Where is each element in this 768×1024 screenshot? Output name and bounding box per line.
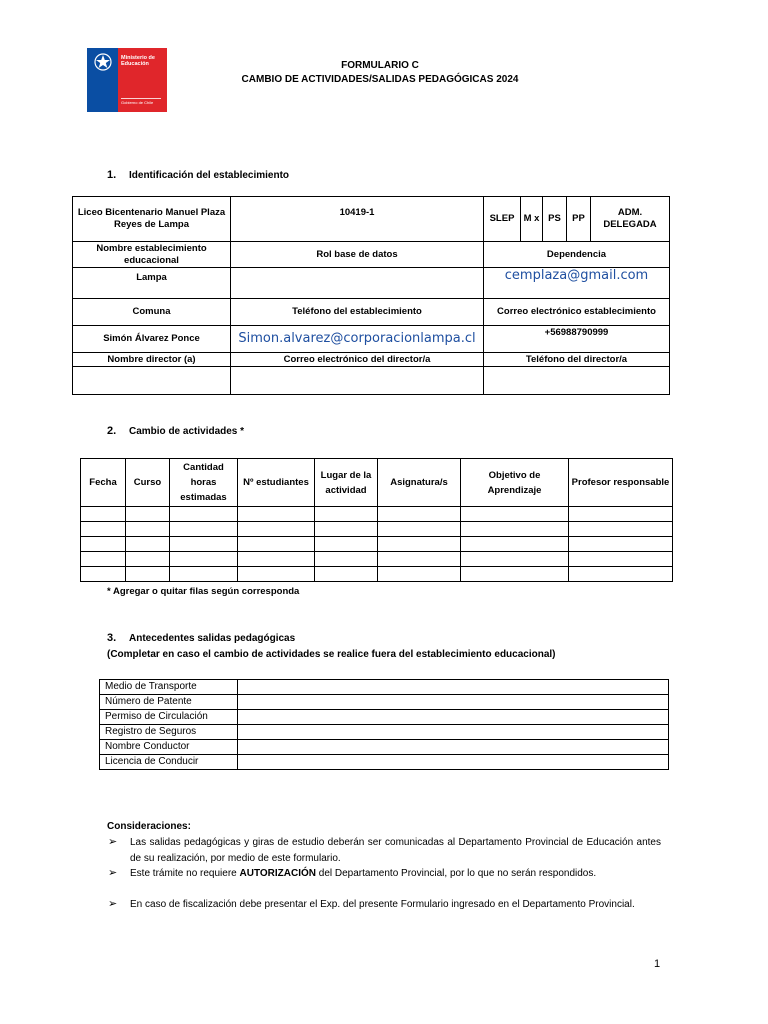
section-1-heading: 1. Identificación del establecimiento — [107, 169, 290, 181]
form-title: FORMULARIO C — [341, 60, 419, 71]
rbd-value: 10419-1 — [231, 197, 484, 242]
header-horas: Cantidad horas estimadas — [170, 459, 238, 507]
considerations-title: Consideraciones: — [107, 821, 191, 832]
empty-cell — [484, 367, 670, 395]
table-row — [100, 710, 669, 725]
label-patente: Número de Patente — [100, 695, 238, 710]
header-profesor: Profesor responsable — [569, 459, 673, 507]
section-3-heading: 3. Antecedentes salidas pedagógicas — [107, 632, 296, 644]
input-cell[interactable] — [238, 740, 669, 755]
table-row — [81, 552, 673, 567]
input-cell[interactable] — [238, 695, 669, 710]
header-asignatura: Asignatura/s — [378, 459, 461, 507]
input-cell[interactable] — [238, 725, 669, 740]
table-row — [100, 680, 669, 695]
dependency-pp: PP — [567, 197, 591, 242]
form-subtitle: CAMBIO DE ACTIVIDADES/SALIDAS PEDAGÓGICAS 2024 — [241, 74, 519, 85]
arrow-bullet-icon: ➢ — [108, 898, 118, 910]
dependency-m: M x — [521, 197, 543, 242]
logo-divider — [121, 98, 161, 99]
director-name-value: Simón Álvarez Ponce — [73, 326, 231, 353]
logo-blue-block — [87, 48, 118, 112]
table-row — [81, 522, 673, 537]
arrow-bullet-icon: ➢ — [108, 867, 118, 879]
coat-of-arms-icon — [92, 51, 114, 73]
label-director-phone: Teléfono del director/a — [484, 353, 670, 367]
consideration-item: ➢ Las salidas pedagógicas y giras de estudio deberán ser comunicadas al Departamento Provincial de Educación antes de su realización, por medio de este formulario. — [108, 836, 661, 864]
school-email-value: cemplaza@gmail.com — [484, 268, 670, 299]
label-phone: Teléfono del establecimiento — [231, 299, 484, 326]
director-phone-value: +56988790999 — [484, 326, 670, 353]
header-fecha: Fecha — [81, 459, 126, 507]
dependency-adm: ADM. DELEGADA — [591, 197, 670, 242]
establishment-table — [72, 196, 670, 395]
table-row — [81, 567, 673, 582]
section-3-subtitle: (Completar en caso el cambio de actividades se realice fuera del establecimiento educacional) — [107, 649, 556, 660]
dependency-ps: PS — [543, 197, 567, 242]
table-row — [100, 695, 669, 710]
school-name-value: Liceo Bicentenario Manuel Plaza Reyes de Lampa — [73, 197, 231, 242]
header-objetivo: Objetivo de Aprendizaje — [461, 459, 569, 507]
logo-government-text: Gobierno de Chile — [121, 100, 154, 105]
phone-value — [231, 268, 484, 299]
label-dependency: Dependencia — [484, 242, 670, 268]
label-conductor: Nombre Conductor — [100, 740, 238, 755]
input-cell[interactable] — [238, 755, 669, 770]
logo-ministry-text: Ministerio de Educación — [121, 55, 155, 67]
empty-cell — [231, 367, 484, 395]
label-director-email: Correo electrónico del director/a — [231, 353, 484, 367]
consideration-item: ➢ En caso de fiscalización debe presentar el Exp. del presente Formulario ingresado en el Departamento Provincial. — [130, 897, 661, 913]
rows-note: * Agregar o quitar filas según corresponda — [107, 586, 300, 597]
empty-cell — [73, 367, 231, 395]
label-director: Nombre director (a) — [73, 353, 231, 367]
table-row — [100, 725, 669, 740]
label-transporte: Medio de Transporte — [100, 680, 238, 695]
table-row — [81, 507, 673, 522]
section-2-heading: 2. Cambio de actividades * — [107, 425, 245, 437]
transport-table — [99, 679, 669, 770]
table-row — [100, 755, 669, 770]
arrow-bullet-icon: ➢ — [108, 836, 118, 848]
label-school-email: Correo electrónico establecimiento — [484, 299, 670, 326]
label-school-name: Nombre establecimiento educacional — [73, 242, 231, 268]
label-circulacion: Permiso de Circulación — [100, 710, 238, 725]
ministry-logo — [87, 48, 167, 112]
input-cell[interactable] — [238, 710, 669, 725]
label-rbd: Rol base de datos — [231, 242, 484, 268]
comuna-value: Lampa — [73, 268, 231, 299]
page-number: 1 — [654, 958, 661, 970]
activities-table — [80, 458, 673, 582]
input-cell[interactable] — [238, 680, 669, 695]
label-licencia: Licencia de Conducir — [100, 755, 238, 770]
label-comuna: Comuna — [73, 299, 231, 326]
header-estudiantes: Nº estudiantes — [238, 459, 315, 507]
dependency-slep: SLEP — [484, 197, 521, 242]
consideration-item: ➢ Este trámite no requiere AUTORIZACIÓN del Departamento Provincial, por lo que no serán respondidos. — [130, 866, 661, 882]
header-lugar: Lugar de la actividad — [315, 459, 378, 507]
table-row — [81, 537, 673, 552]
label-seguros: Registro de Seguros — [100, 725, 238, 740]
table-row — [100, 740, 669, 755]
director-email-value: Simon.alvarez@corporacionlampa.cl — [231, 326, 484, 353]
header-curso: Curso — [126, 459, 170, 507]
